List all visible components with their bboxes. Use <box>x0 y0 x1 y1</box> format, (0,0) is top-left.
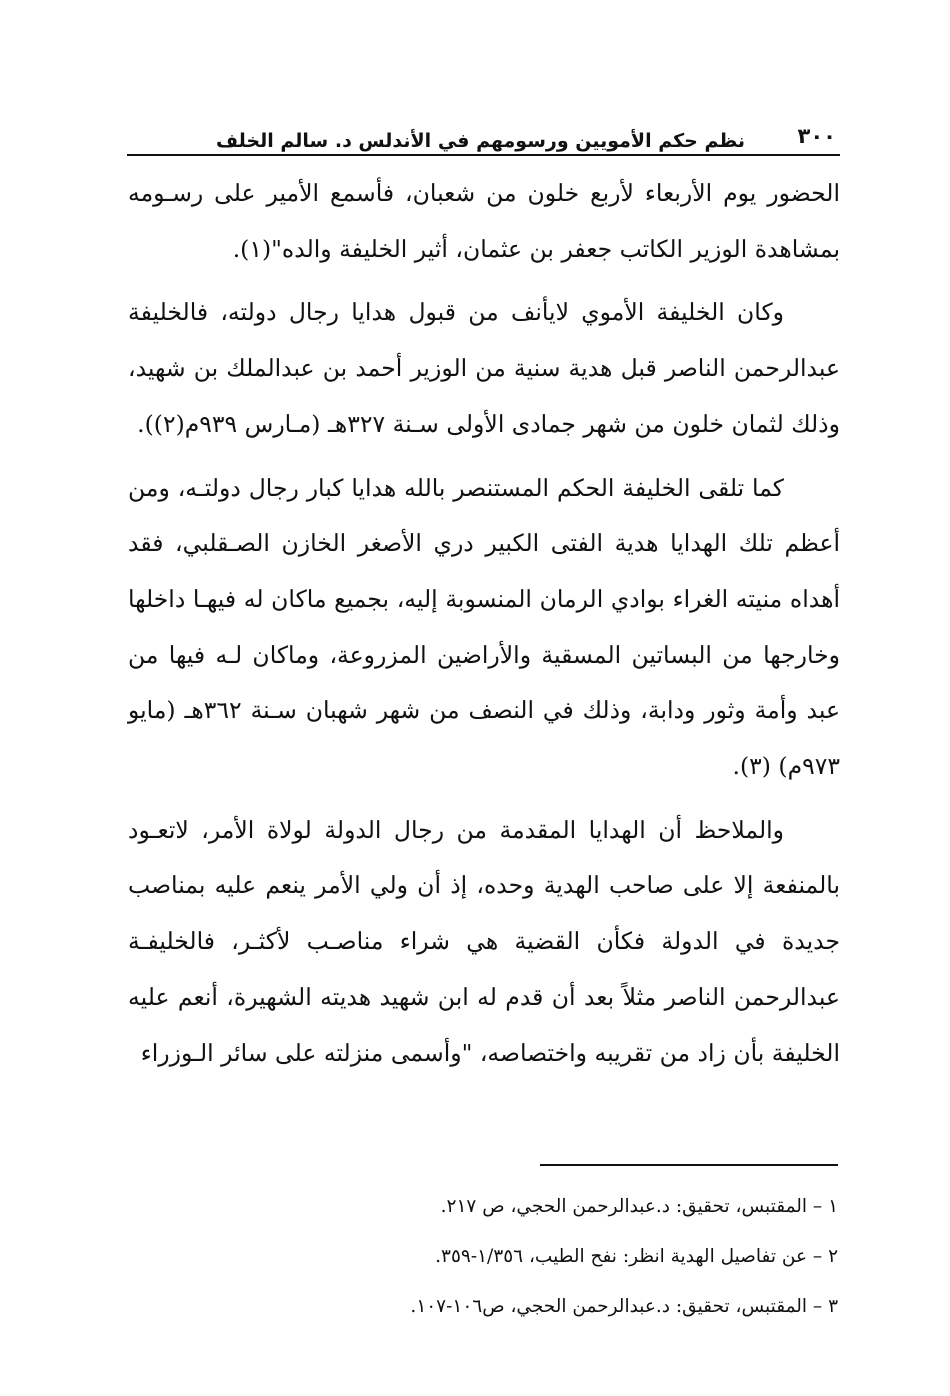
paragraph: والملاحظ أن الهدايا المقدمة من رجال الدولة لولاة الأمر، لاتعـود بالمنفعة إلا على صاحب الهدية وحده، إذ أن ولي الأمر ينعم عليه بمناصب جديدة في الدولة فكأن القضية هي شراء مناصـب لأكثـر، فالخليفـة عبدالرحمن الناصر مثلاً بعد أن قدم له ابن شهيد هديته الشهيرة، أنعم عليه الخليفة بأن زاد من تقريبه واختصاصه، "وأسمى منزلته على سائر الـوزراء <box>128 815 840 1067</box>
footnote-separator <box>540 1164 838 1166</box>
running-header <box>127 118 840 156</box>
footnote: ٢ – عن تفاصيل الهدية انظر: نفح الطيب، ١/٣٥٦-٣٥٩. <box>435 1246 838 1267</box>
footnote: ١ – المقتبس، تحقيق: د.عبدالرحمن الحجي، ص ٢١٧. <box>440 1196 838 1217</box>
running-title: نظم حكم الأمويين ورسومهم في الأندلس د. سالم الخلف <box>216 130 745 152</box>
paragraph: وكان الخليفة الأموي لايأنف من قبول هدايا رجال دولته، فالخليفة عبدالرحمن الناصر قبل هدية سنية من الوزير أحمد بن عبدالملك بن شهيد، وذلك لثمان خلون من شهر جمادى الأولى سـنة ٣٢٧هـ (مـارس ٩٣٩م(٢)). <box>128 298 840 438</box>
paragraph-continued: الحضور يوم الأربعاء لأربع خلون من شعبان، فأسمع الأمير على رسـومه بمشاهدة الوزير الكاتب جعفر بن عثمان، أثير الخليفة والده"(١). <box>128 179 840 263</box>
paragraph: كما تلقى الخليفة الحكم المستنصر بالله هدايا كبار رجال دولتـه، ومن أعظم تلك الهدايا هدية الفتى الكبير دري الأصغر الخازن الصـقلبي، فقد أهداه منيته الغراء بوادي الرمان المنسوبة إليه، بجميع ماكان له فيهـا داخلها وخارجها من البساتين المسقية والأراضين المزروعة، وماكان لـه فيها من عبد وأمة وثور ودابة، وذلك في النصف من شهر شهبان سـنة ٣٦٢هـ (مايو ٩٧٣م) (٣). <box>128 473 840 781</box>
page-number: ٣٠٠ <box>797 124 836 148</box>
footnote: ٣ – المقتبس، تحقيق: د.عبدالرحمن الحجي، ص١٠٦-١٠٧. <box>410 1296 838 1317</box>
footnotes <box>300 1182 838 1332</box>
main-text <box>128 166 840 1081</box>
